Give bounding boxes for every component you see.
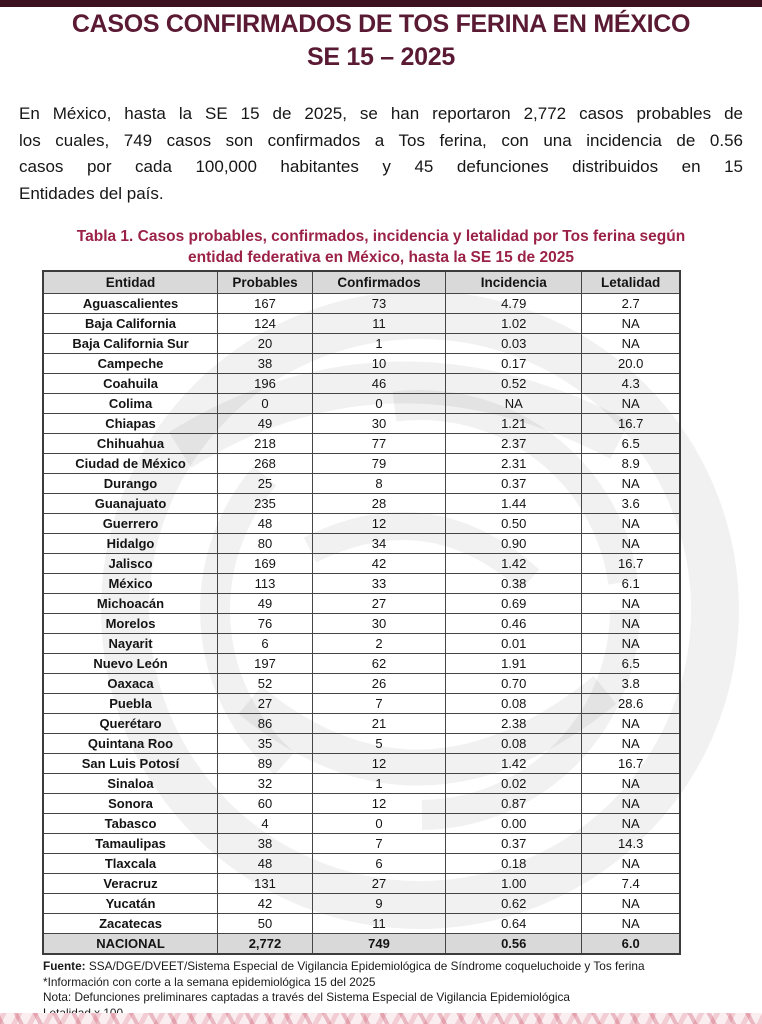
table-row [43,554,680,574]
value-cell: 80 [218,534,313,554]
value-cell: NA [582,854,680,874]
table-caption-line-1: Tabla 1. Casos probables, confirmados, incidencia y letalidad por Tos ferina según [76,228,686,245]
value-cell: 0.69 [446,594,582,614]
table-row [43,434,680,454]
entity-cell: Quintana Roo [43,734,218,754]
header-row [43,271,680,294]
value-cell: 1 [312,334,445,354]
value-cell: 169 [218,554,313,574]
value-cell: 218 [218,434,313,454]
entity-cell: Coahuila [43,374,218,394]
value-cell: 3.6 [582,494,680,514]
value-cell: 11 [312,914,445,934]
value-cell: 6.5 [582,654,680,674]
value-cell: 3.8 [582,674,680,694]
value-cell: 11 [312,314,445,334]
value-cell: 0.02 [446,774,582,794]
table-row [43,734,680,754]
value-cell: 16.7 [582,414,680,434]
value-cell: 26 [312,674,445,694]
entity-cell: Jalisco [43,554,218,574]
value-cell: 749 [312,934,445,955]
entity-cell: San Luis Potosí [43,754,218,774]
value-cell: 20 [218,334,313,354]
value-cell: 76 [218,614,313,634]
value-cell: 0 [218,394,313,414]
table-row [43,594,680,614]
value-cell: 6.0 [582,934,680,955]
intro-line: los cuales, 749 casos son confirmados a Tos ferina, con una incidencia de 0.56 [19,130,743,150]
value-cell: NA [582,534,680,554]
entity-cell: Aguascalientes [43,294,218,314]
data-table [42,270,681,955]
value-cell: 21 [312,714,445,734]
value-cell: 4 [218,814,313,834]
value-cell: 0.18 [446,854,582,874]
value-cell: 52 [218,674,313,694]
value-cell: 49 [218,414,313,434]
value-cell: 4.3 [582,374,680,394]
total-row [43,934,680,955]
value-cell: 49 [218,594,313,614]
entity-cell: Durango [43,474,218,494]
entity-cell: Tabasco [43,814,218,834]
value-cell: 48 [218,854,313,874]
value-cell: 73 [312,294,445,314]
value-cell: 1.42 [446,554,582,574]
value-cell: 6.1 [582,574,680,594]
value-cell: 1.02 [446,314,582,334]
table-row [43,814,680,834]
table-row [43,694,680,714]
table-row [43,874,680,894]
table-row [43,294,680,314]
footnote-fuente [43,959,746,975]
entity-cell: Guerrero [43,514,218,534]
value-cell: 167 [218,294,313,314]
value-cell: 0.37 [446,834,582,854]
value-cell: NA [446,394,582,414]
table-row [43,854,680,874]
value-cell: 5 [312,734,445,754]
table-row [43,794,680,814]
value-cell: 38 [218,354,313,374]
table-row [43,374,680,394]
value-cell: 0.64 [446,914,582,934]
value-cell: NA [582,714,680,734]
table-row [43,574,680,594]
value-cell: 0 [312,814,445,834]
value-cell: 35 [218,734,313,754]
value-cell: 7 [312,834,445,854]
value-cell: 0.37 [446,474,582,494]
value-cell: 0.08 [446,734,582,754]
entity-cell: Puebla [43,694,218,714]
value-cell: 89 [218,754,313,774]
value-cell: NA [582,914,680,934]
column-header: Probables [218,271,313,294]
intro-line: casos por cada 100,000 habitantes y 45 defunciones distribuidos en 15 [19,157,743,176]
value-cell: 28 [312,494,445,514]
top-border-band [0,0,762,7]
value-cell: 2,772 [218,934,313,955]
value-cell: 1 [312,774,445,794]
value-cell: 2.7 [582,294,680,314]
value-cell: 50 [218,914,313,934]
value-cell: 0.17 [446,354,582,374]
table-row [43,334,680,354]
page-title-line-2: SE 15 – 2025 [307,43,455,71]
column-header: Incidencia [446,271,582,294]
entity-cell: Nuevo León [43,654,218,674]
value-cell: 14.3 [582,834,680,854]
table-header [43,271,680,294]
table-row [43,314,680,334]
column-header: Letalidad [582,271,680,294]
value-cell: 268 [218,454,313,474]
table-caption [0,226,762,268]
value-cell: 77 [312,434,445,454]
value-cell: 1.42 [446,754,582,774]
value-cell: 4.79 [446,294,582,314]
value-cell: 7.4 [582,874,680,894]
value-cell: 30 [312,614,445,634]
value-cell: 2 [312,634,445,654]
value-cell: 20.0 [582,354,680,374]
value-cell: 48 [218,514,313,534]
table-row [43,714,680,734]
entity-cell: Sonora [43,794,218,814]
value-cell: NA [582,474,680,494]
value-cell: 8 [312,474,445,494]
table-row [43,774,680,794]
value-cell: 16.7 [582,554,680,574]
value-cell: 86 [218,714,313,734]
value-cell: 12 [312,794,445,814]
value-cell: 2.38 [446,714,582,734]
intro-line: Entidades del país. [19,183,164,203]
value-cell: 42 [218,894,313,914]
table-row [43,894,680,914]
column-header: Entidad [43,271,218,294]
value-cell: 27 [312,874,445,894]
value-cell: 32 [218,774,313,794]
value-cell: 6 [218,634,313,654]
value-cell: 0.00 [446,814,582,834]
value-cell: NA [582,794,680,814]
value-cell: 16.7 [582,754,680,774]
value-cell: 113 [218,574,313,594]
value-cell: 6 [312,854,445,874]
entity-cell: México [43,574,218,594]
footnote-info: *Información con corte a la semana epidemiológica 15 del 2025 [43,974,376,989]
value-cell: 60 [218,794,313,814]
value-cell: 9 [312,894,445,914]
value-cell: 0.50 [446,514,582,534]
value-cell: 1.00 [446,874,582,894]
value-cell: NA [582,334,680,354]
entity-cell: Campeche [43,354,218,374]
value-cell: 25 [218,474,313,494]
value-cell: 196 [218,374,313,394]
value-cell: 0.01 [446,634,582,654]
bottom-decorative-band [0,1013,762,1024]
value-cell: NA [582,774,680,794]
value-cell: NA [582,614,680,634]
value-cell: 28.6 [582,694,680,714]
value-cell: 1.21 [446,414,582,434]
value-cell: 42 [312,554,445,574]
value-cell: 0.46 [446,614,582,634]
entity-cell: Tlaxcala [43,854,218,874]
entity-cell: Guanajuato [43,494,218,514]
table-row [43,414,680,434]
column-header: Confirmados [312,271,445,294]
value-cell: 2.37 [446,434,582,454]
value-cell: 131 [218,874,313,894]
value-cell: 0.62 [446,894,582,914]
footnote-nota: Nota: Defunciones preliminares captadas a través del Sistema Especial de Vigilancia Epidemiológica [43,990,570,1005]
value-cell: 0.70 [446,674,582,694]
table-row [43,534,680,554]
table-row [43,614,680,634]
value-cell: 0.08 [446,694,582,714]
entity-cell: Baja California Sur [43,334,218,354]
value-cell: 6.5 [582,434,680,454]
value-cell: 46 [312,374,445,394]
table-row [43,914,680,934]
value-cell: 7 [312,694,445,714]
value-cell: 27 [218,694,313,714]
table-row [43,474,680,494]
value-cell: NA [582,514,680,534]
value-cell: NA [582,894,680,914]
entity-cell: Zacatecas [43,914,218,934]
value-cell: 0.56 [446,934,582,955]
table-container [42,270,681,955]
entity-cell: Nayarit [43,634,218,654]
table-caption-line-2: entidad federativa en México, hasta la SE 15 de 2025 [188,249,574,266]
entity-cell: Tamaulipas [43,834,218,854]
entity-cell: Colima [43,394,218,414]
entity-cell: Oaxaca [43,674,218,694]
page-title [18,8,744,74]
value-cell: NA [582,314,680,334]
value-cell: 235 [218,494,313,514]
entity-cell: Chihuahua [43,434,218,454]
table-row [43,454,680,474]
value-cell: 0 [312,394,445,414]
value-cell: 0.90 [446,534,582,554]
value-cell: 62 [312,654,445,674]
value-cell: 30 [312,414,445,434]
entity-cell: Veracruz [43,874,218,894]
entity-cell: Yucatán [43,894,218,914]
table-row [43,354,680,374]
value-cell: 8.9 [582,454,680,474]
value-cell: NA [582,394,680,414]
value-cell: 27 [312,594,445,614]
value-cell: 197 [218,654,313,674]
value-cell: NA [582,814,680,834]
value-cell: 2.31 [446,454,582,474]
table-row [43,394,680,414]
value-cell: NA [582,734,680,754]
value-cell: NA [582,594,680,614]
entity-cell: Baja California [43,314,218,334]
table-row [43,754,680,774]
table-row [43,834,680,854]
entity-cell: Michoacán [43,594,218,614]
table-row [43,674,680,694]
table-body [43,294,680,955]
intro-line: En México, hasta la SE 15 de 2025, se han reportaron 2,772 casos probables de [19,104,743,123]
value-cell: 1.91 [446,654,582,674]
value-cell: 34 [312,534,445,554]
intro-paragraph [19,101,743,207]
value-cell: 38 [218,834,313,854]
entity-cell: Morelos [43,614,218,634]
entity-cell: NACIONAL [43,934,218,955]
value-cell: 0.38 [446,574,582,594]
value-cell: 0.87 [446,794,582,814]
value-cell: NA [582,634,680,654]
value-cell: 10 [312,354,445,374]
entity-cell: Sinaloa [43,774,218,794]
value-cell: 124 [218,314,313,334]
table-row [43,634,680,654]
table-row [43,514,680,534]
value-cell: 33 [312,574,445,594]
fuente-text: SSA/DGE/DVEET/Sistema Especial de Vigilancia Epidemiológica de Síndrome coqueluchoide y Tos ferina [85,959,645,973]
fuente-label: Fuente: [43,959,86,973]
table-row [43,654,680,674]
page-title-line-1: CASOS CONFIRMADOS DE TOS FERINA EN MÉXICO [71,10,691,38]
entity-cell: Chiapas [43,414,218,434]
entity-cell: Hidalgo [43,534,218,554]
value-cell: 0.03 [446,334,582,354]
entity-cell: Ciudad de México [43,454,218,474]
value-cell: 79 [312,454,445,474]
entity-cell: Querétaro [43,714,218,734]
value-cell: 12 [312,754,445,774]
value-cell: 0.52 [446,374,582,394]
value-cell: 12 [312,514,445,534]
value-cell: 1.44 [446,494,582,514]
table-row [43,494,680,514]
